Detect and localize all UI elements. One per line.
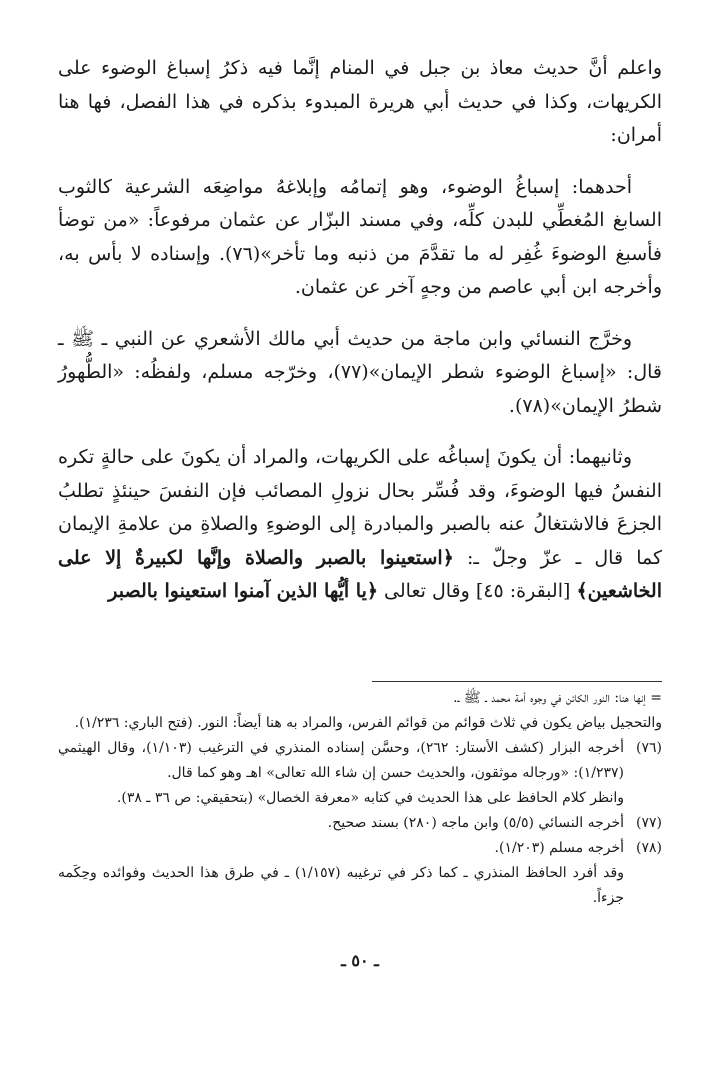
quran-verse-2: ﴿يا أيُّها الذين آمنوا استعينوا بالصبر: [108, 580, 378, 602]
footnote-continuation-line-1: = إنها هنا: النور الكائن في وجوه أمة محمد ـ ﷺ ـ.: [453, 690, 662, 706]
footnote-number: (٧٨): [636, 840, 662, 856]
paragraph-2: أحدهما: إسباغُ الوضوء، وهو إتمامُه وإبلاغهُ مواضِعَه الشرعية كالثوب السابغ المُغطِّي للبدن كلِّه، وفي مسند البزّار عن عثمان مرفوعاً: «من توضأ فأسبغ الوضوءَ غُفِر له ما تقدَّمَ من ذنبه وما تأخر»(٧٦). وإسناده لا بأس به، وأخرجه ابن أبي عاصم من وجهٍ آخر عن عثمان.: [58, 175, 662, 298]
footnote-76-extra: [58, 786, 662, 811]
footnote-78: [58, 836, 662, 861]
footnote-text: أخرجه مسلم (١/٢٠٣).: [494, 840, 624, 856]
footnote-continuation: [58, 711, 662, 736]
footnote-number: [624, 786, 662, 811]
paragraph-1: واعلم أنَّ حديث معاذ بن جبل في المنام إنَّما فيه ذكرُ إسباغ الوضوء على الكريهات، وكذا في حديث أبي هريرة المبدوء بذكره في هذا الفصل، فها هنا أمران:: [58, 57, 662, 146]
footnote-text: أخرجه النسائي (٥/٥) وابن ماجه (٢٨٠) بسند صحيح.: [327, 815, 624, 831]
page-number: ـ ٥٠ ـ: [341, 951, 379, 970]
paragraph-3: وخرَّج النسائي وابن ماجة من حديث أبي مالك الأشعري عن النبي ـ ﷺ ـ قال: «إسباغ الوضوء شطر الإيمان»(٧٧)، وخرّجه مسلم، ولفظُه: «الطُّهورُ شطرُ الإيمان»(٧٨).: [58, 327, 662, 417]
footnote-text: أخرجه البزار (كشف الأستار: ٢٦٢)، وحسَّن إسناده المنذري في الترغيب (١/١٠٣)، وقال الهيثمي (١/٢٣٧): «ورجاله موثقون، والحديث حسن إن شاء الله تعالى» اهـ وهو كما قال.: [58, 740, 624, 781]
footnote-text: وقد أفرد الحافظ المنذري ـ كما ذكر في ترغيبه (١/١٥٧) ـ في طرق هذا الحديث وفوائده وحِكَمه جزءاً.: [58, 865, 624, 906]
quran-verse-1: ﴿استعينوا بالصبر والصلاة وإنَّها لكبيرةٌ إلا على الخاشعين﴾: [58, 546, 662, 602]
footnote-text: وانظر كلام الحافظ على هذا الحديث في كتابه «معرفة الخصال» (بتحقيقي: ص ٣٦ ـ ٣٨).: [116, 790, 624, 806]
footnote-number: (٧٦): [636, 740, 662, 756]
footnote-number: [624, 861, 662, 911]
footnote-divider: [372, 681, 662, 682]
footnote-continuation-line-2: والتحجيل بياض يكون في ثلاث قوائم من قوائم الفرس، والمراد به هنا أيضاً: النور. (فتح الباري: ١/٢٣٦).: [74, 715, 662, 731]
footnote-number: (٧٧): [636, 815, 662, 831]
footnote-78-extra: [58, 861, 662, 911]
main-text: [58, 52, 662, 627]
verse-reference: [البقرة: ٤٥] وقال تعالى: [384, 580, 571, 602]
footnotes: [58, 686, 662, 911]
footnote-continuation: [58, 686, 662, 711]
paragraph-4-text: وثانيهما: أن يكونَ إسباغُه على الكريهات، والمراد أن يكونَ على حالةٍ تكره النفسُ فيها الوضوءَ، وقد فُسِّر بحال نزولِ المصائب فإن النفسَ حينئذٍ تطلبُ الجزعَ فالاشتغالُ عنه بالصبر والمبادرة إلى الوضوءِ والصلاةِ من علامةِ الإيمان كما قال ـ عزّ وجلّ ـ:: [58, 446, 663, 569]
footnote-77: [58, 811, 662, 836]
paragraph-4: [58, 441, 662, 609]
footnote-76: [58, 736, 662, 786]
